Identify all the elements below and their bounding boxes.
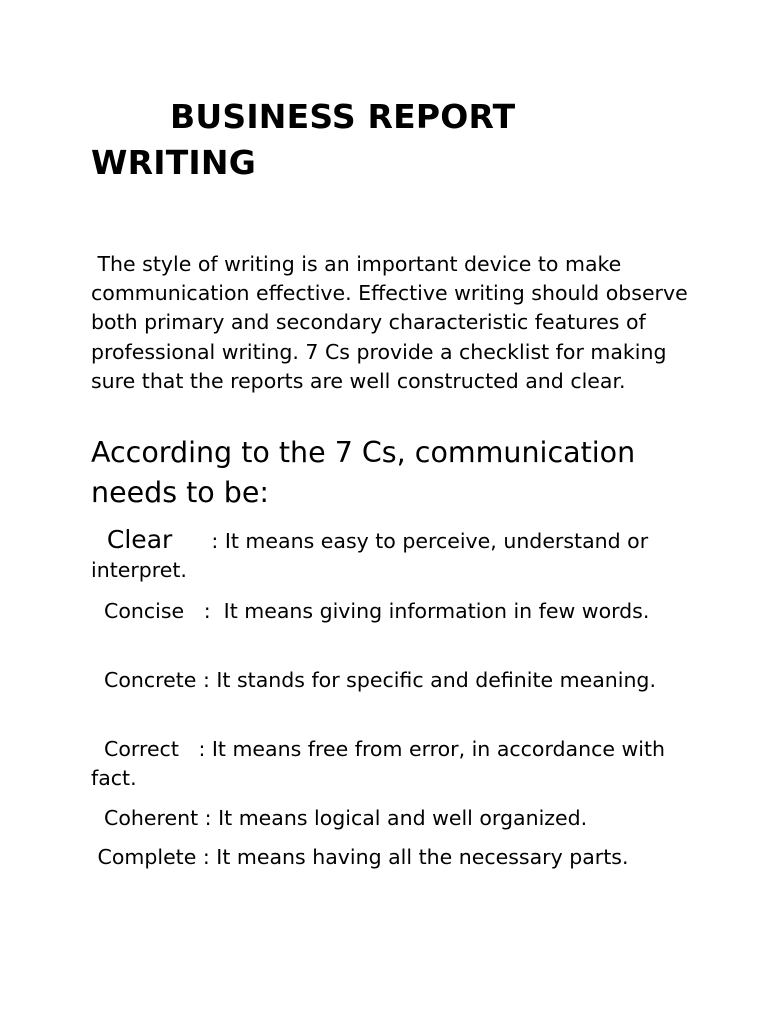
c-item-clear bbox=[91, 525, 711, 585]
c-item-concrete bbox=[91, 666, 711, 695]
c-definition: : It means logical and well organized. bbox=[204, 806, 588, 830]
section-subheading: According to the 7 Cs, communication needs to be: bbox=[91, 436, 636, 509]
c-definition: : It stands for specific and definite meaning. bbox=[202, 668, 656, 692]
c-gap bbox=[184, 599, 204, 623]
c-item-complete bbox=[91, 843, 711, 872]
c-item-concise bbox=[91, 597, 711, 626]
c-gap bbox=[179, 737, 199, 761]
c-term: Concise bbox=[91, 599, 185, 623]
c-definition: : It means easy to perceive, understand or interpret. bbox=[91, 529, 655, 583]
c-term: Clear bbox=[91, 525, 173, 554]
c-definition: : It means having all the necessary parts. bbox=[202, 845, 629, 869]
c-item-correct bbox=[91, 735, 711, 793]
c-term: Complete bbox=[91, 845, 197, 869]
c-definition: : It means giving information in few words. bbox=[203, 599, 650, 623]
c-term: Correct bbox=[91, 737, 179, 761]
page-title: BUSINESS REPORT WRITING bbox=[91, 97, 516, 182]
c-term: Concrete bbox=[91, 668, 197, 692]
c-definition: : It means free from error, in accordance with fact. bbox=[91, 737, 672, 791]
c-gap bbox=[172, 529, 211, 553]
c-term: Coherent bbox=[91, 806, 199, 830]
c-item-coherent bbox=[91, 804, 711, 833]
intro-paragraph: The style of writing is an important device to make communication effective. Effective writing should observe both primary and secondary characteristic features of professional writing. 7 Cs provide a checklist for making sure that the reports are well constructed and clear. bbox=[91, 252, 695, 393]
